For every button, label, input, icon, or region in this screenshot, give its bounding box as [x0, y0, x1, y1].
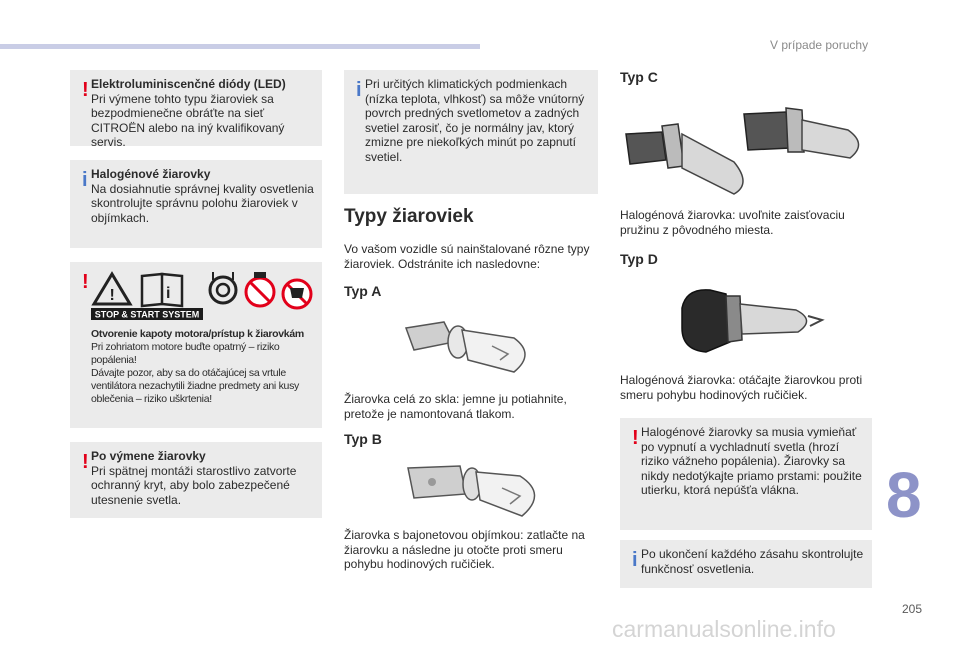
after-text: Pri spätnej montáži starostlivo zatvorte ochranný kryt, aby bolo zabezpečené utesnenie svetla.	[91, 463, 297, 507]
type-b-bulb-illustration	[400, 456, 560, 526]
after-replacement-warning-box	[70, 442, 322, 518]
type-b-text: Žiarovka s bajonetovou objímkou: zatlačte na žiarovku a následne ju otočte proti smeru pohybu hodinových ručičiek.	[344, 528, 585, 571]
type-d-text: Halogénová žiarovka: otáčajte žiarovkou proti smeru pohybu hodinových ručičiek.	[620, 373, 863, 402]
bulb-types-heading: Typy žiaroviek	[344, 206, 474, 227]
type-c-bulb-illustration	[622, 104, 872, 200]
type-c-text: Halogénová žiarovka: uvoľnite zaisťovaciu pružinu z pôvodného miesta.	[620, 208, 845, 237]
svg-text:i: i	[166, 285, 171, 302]
check-lighting-info-box	[620, 540, 872, 588]
after-title: Po výmene žiarovky	[91, 449, 206, 463]
halogen-hot-text: Halogénové žiarovky sa musia vymieňať po vypnutí a vychladnutí svetla (hrozí riziko vážneho popálenia). Žiarovky sa nikdy nedotýkajte priamo prstami: použite utierku, ktorá nepúšťa vlákna.	[641, 425, 862, 497]
chapter-number: 8	[886, 459, 922, 531]
type-a-heading: Typ A	[344, 283, 382, 299]
info-icon: i	[632, 549, 638, 571]
warning-icon: !	[82, 451, 89, 473]
warning-icon: !	[82, 271, 89, 293]
led-title: Elektroluminiscenčné diódy (LED)	[91, 77, 286, 91]
condensation-info-box	[344, 70, 598, 194]
bulb-types-intro: Vo vašom vozidle sú nainštalované rôzne typy žiaroviek. Odstránite ich nasledovne:	[344, 242, 590, 271]
halogen-hot-warning-box	[620, 418, 872, 530]
header-bar	[0, 44, 480, 49]
hood-text-1: Pri zohriatom motore buďte opatrný – riziko popálenia!	[91, 341, 280, 366]
type-d-heading: Typ D	[620, 251, 658, 267]
led-warning-box	[70, 70, 322, 149]
halogen-title: Halogénové žiarovky	[91, 167, 211, 181]
no-hand-icon	[246, 272, 274, 306]
hood-title: Otvorenie kapoty motora/prístup k žiarovkám	[91, 328, 304, 340]
type-b-heading: Typ B	[344, 431, 382, 447]
type-a-bulb-illustration	[396, 308, 546, 382]
halogen-text: Na dosiahnutie správnej kvality osvetlenia skontrolujte správnu polohu žiaroviek v objímkach.	[91, 181, 314, 225]
no-clothing-icon	[283, 280, 311, 308]
svg-text:!: !	[109, 287, 115, 304]
warning-icon: !	[82, 79, 89, 101]
hood-warning-pictograms	[90, 268, 316, 320]
manual-book-icon	[142, 274, 182, 306]
stop-start-label: STOP & START SYSTEM	[94, 309, 200, 320]
warning-triangle-icon	[94, 274, 130, 304]
hood-text-2: Dávajte pozor, aby sa do otáčajúcej sa vrtule ventilátora nezachytili žiadne predmety ani kusy oblečenia – riziko uškrtenia!	[91, 367, 299, 405]
type-d-bulb-illustration	[676, 282, 846, 362]
info-icon: i	[82, 169, 88, 191]
type-a-text: Žiarovka celá zo skla: jemne ju potiahnite, pretože je namontovaná tlakom.	[344, 392, 567, 421]
fan-belt-icon	[210, 272, 236, 303]
warning-icon: !	[632, 427, 639, 449]
info-icon: i	[356, 79, 362, 101]
halogen-info-box	[70, 160, 322, 248]
condensation-text: Pri určitých klimatických podmienkach (nízka teplota, vlhkosť) sa môže vnútorný povrch predných svetlometov a zadných svetiel zarosiť, čo je normálny jav, ktorý zmizne pre niekoľkých minút po zapnutí svetiel.	[365, 77, 585, 164]
page-number: 205	[902, 602, 923, 616]
led-text: Pri výmene tohto typu žiaroviek sa bezpodmienečne obráťte na sieť CITROËN alebo na iný kvalifikovaný servis.	[91, 91, 285, 149]
section-title: V prípade poruchy	[770, 38, 869, 52]
check-lighting-text: Po ukončení každého zásahu skontrolujte funkčnosť osvetlenia.	[641, 547, 864, 576]
type-c-heading: Typ C	[620, 69, 658, 85]
watermark: carmanualsonline.info	[612, 616, 836, 642]
